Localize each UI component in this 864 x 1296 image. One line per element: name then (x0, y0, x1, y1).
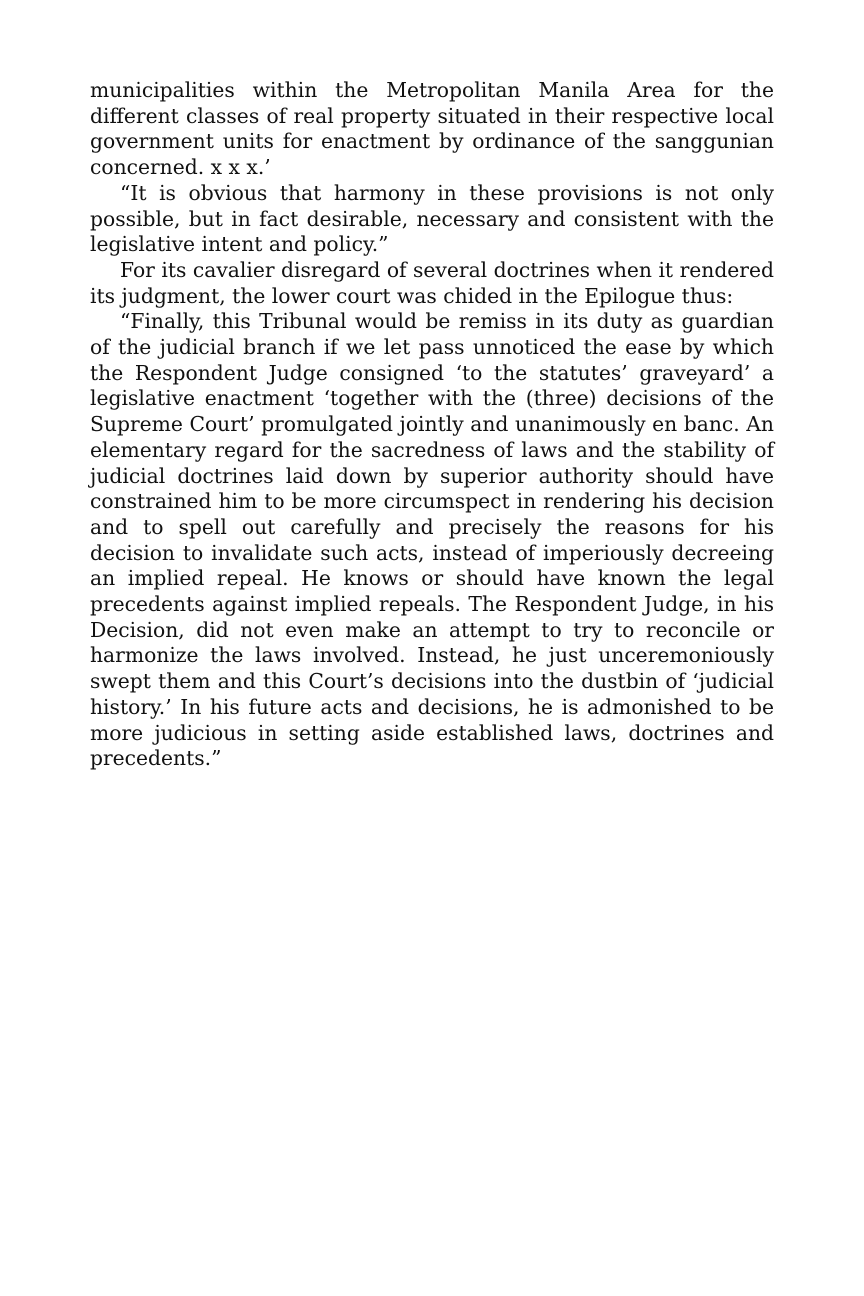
paragraph-epilogue-intro: For its cavalier disregard of several doctrines when it rendered its judgment, the lower court was chided in the Epilogue thus: (90, 257, 774, 308)
document-page (90, 78, 774, 772)
paragraph-continuation: municipalities within the Metropolitan Manila Area for the different classes of real property situated in their respective local government units for enactment by ordinance of the sanggunian concerned. x x x.’ (90, 78, 774, 180)
paragraph-harmony-quote: “It is obvious that harmony in these provisions is not only possible, but in fact desirable, necessary and consistent with the legislative intent and policy.” (90, 180, 774, 257)
paragraph-epilogue-quote: “Finally, this Tribunal would be remiss in its duty as guardian of the judicial branch if we let pass unnoticed the ease by which the Respondent Judge consigned ‘to the statutes’ graveyard’ a legislative enactment ‘together with the (three) decisions of the Supreme Court’ promulgated jointly and unanimously en banc. An elementary regard for the sacredness of laws and the stability of judicial doctrines laid down by superior authority should have constrained him to be more circumspect in rendering his decision and to spell out carefully and precisely the reasons for his decision to invalidate such acts, instead of imperiously decreeing an implied repeal. He knows or should have known the legal precedents against implied repeals. The Respondent Judge, in his Decision, did not even make an attempt to try to reconcile or harmonize the laws involved. Instead, he just unceremoniously swept them and this Court’s decisions into the dustbin of ‘judicial history.’ In his future acts and decisions, he is admonished to be more judicious in setting aside established laws, doctrines and precedents.” (90, 309, 774, 771)
